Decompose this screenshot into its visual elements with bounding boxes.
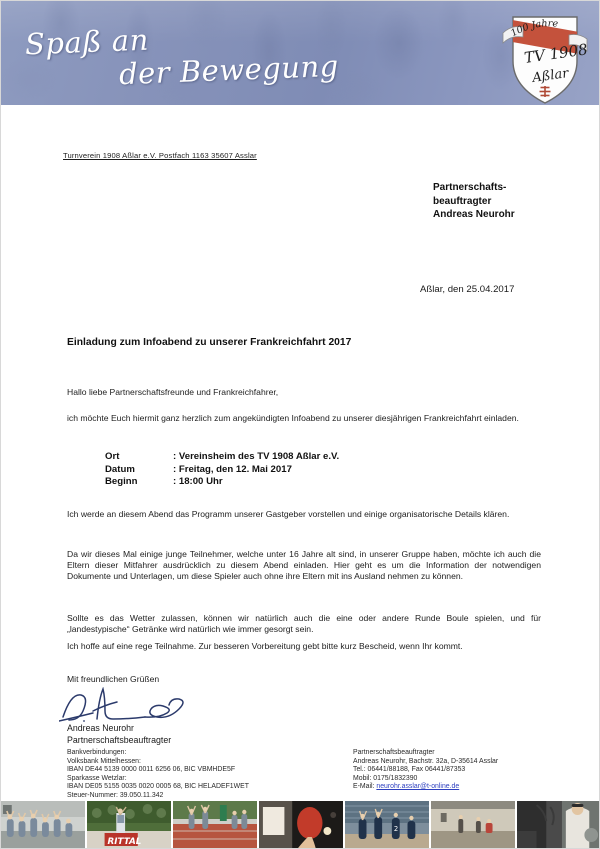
recipient-line-2: beauftragter xyxy=(433,195,492,207)
club-crest-logo xyxy=(499,3,591,105)
recipient-address-block xyxy=(433,181,515,222)
letter-date: Aßlar, den 25.04.2017 xyxy=(420,284,515,295)
salutation-text: Hallo liebe Partnerschaftsfreunde und Frankreichfahrer, xyxy=(67,387,279,397)
photo-strip xyxy=(1,801,600,848)
banner-slogan-line1: Spaß an xyxy=(24,22,150,62)
header-banner xyxy=(1,1,600,105)
table-row xyxy=(105,464,339,477)
recipient-line-3: Andreas Neurohr xyxy=(433,209,515,220)
attendance-paragraph: Ich hoffe auf eine rege Teilnahme. Zur besseren Vorbereitung gebt bitte kurz Bescheid, wenn Ihr kommt. xyxy=(67,641,463,651)
program-block xyxy=(67,509,541,520)
detail-label-datum: Datum xyxy=(105,463,135,475)
attendance-block xyxy=(67,641,541,652)
table-row xyxy=(105,451,339,464)
gymnastics-group-photo xyxy=(1,801,85,848)
detail-value-datum: : Freitag, den 12. Mai 2017 xyxy=(173,463,292,475)
footer-bank-volksbank: Volksbank Mittelhessen: xyxy=(67,757,141,765)
closing-block xyxy=(67,674,541,685)
footer-bank-sparkasse: Sparkasse Wetzlar: xyxy=(67,774,127,782)
event-details-table xyxy=(105,451,339,489)
intro-paragraph: ich möchte Euch hiermit ganz herzlich zum angekündigten Infoabend zu unserer diesjährigen Frankreichfahrt einladen. xyxy=(67,413,519,423)
detail-label-ort: Ort xyxy=(105,451,120,462)
banner-slogan-line2: der Bewegung xyxy=(118,48,340,92)
gymnasium-photo xyxy=(431,801,515,848)
intro-block xyxy=(67,413,541,424)
footer-contact-role: Partnerschaftsbeauftragter xyxy=(353,749,435,756)
footer-bank-heading: Bankverbindungen: xyxy=(67,749,127,756)
program-paragraph: Ich werde an diesem Abend das Programm unserer Gastgeber vorstellen und einige organisatorische Details klären. xyxy=(67,509,510,519)
footer-contact-details xyxy=(353,749,498,792)
footer-iban-volksbank: IBAN DE44 5139 0000 0011 6256 06, BIC VBMHDE5F xyxy=(67,766,236,774)
footer-email-label: E-Mail: xyxy=(353,783,377,791)
footer-iban-sparkasse: IBAN DE05 5155 0035 0020 0005 68, BIC HELADEF1WET xyxy=(67,783,249,791)
footer-tax-number: Steuer-Nummer: 39.050.11.342 xyxy=(67,791,164,799)
young-participants-block xyxy=(67,549,541,583)
detail-label-beginn: Beginn xyxy=(105,476,138,487)
fitness-training-photo xyxy=(517,801,600,848)
footer-email-link[interactable]: neurohr.asslar@t-online.de xyxy=(376,783,460,791)
svg-text:100 Jahre: 100 Jahre xyxy=(509,18,559,40)
salutation-block xyxy=(67,387,541,398)
signature-name-block xyxy=(67,723,171,746)
svg-text:TV 1908: TV 1908 xyxy=(523,40,589,67)
footer-contact-address: Andreas Neurohr, Bachstr. 32a, D-35614 Asslar xyxy=(353,757,499,765)
svg-text:RITTAL: RITTAL xyxy=(107,836,142,848)
footer-bank-details xyxy=(67,749,249,801)
athletics-track-photo xyxy=(173,801,257,848)
table-row xyxy=(105,476,339,489)
letter-subject: Einladung zum Infoabend zu unserer Frankreichfahrt 2017 xyxy=(67,337,352,348)
recipient-line-1: Partnerschafts- xyxy=(433,182,507,193)
closing-text: Mit freundlichen Grüßen xyxy=(67,674,160,684)
young-participants-paragraph: Da wir dieses Mal einige junge Teilnehmer, welche unter 16 Jahre alt sind, in unserer Gruppe haben, möchte ich auch die Eltern dieser Mitfahrer ausdrücklich zu diesem Abend einladen. Hier geht es um die Information der notwendigen Dokumente und Unterlagen, um diese Spieler auch ohne ihre Eltern mit ins Ausland nehmen zu können. xyxy=(67,549,541,582)
footer-contact-phone: Tel.: 06441/88188, Fax 06441/87353 xyxy=(353,766,466,774)
signatory-role: Partnerschaftsbeauftragter xyxy=(67,734,172,745)
signatory-name: Andreas Neurohr xyxy=(67,723,134,733)
volleyball-photo xyxy=(345,801,429,848)
footer-contact-email-row xyxy=(353,783,498,792)
sender-address-line: Turnverein 1908 Aßlar e.V. Postfach 1163 35607 Asslar xyxy=(63,151,257,160)
detail-value-beginn: : 18:00 Uhr xyxy=(173,476,223,487)
footer-contact-mobile: Mobil: 0175/1832390 xyxy=(353,774,418,782)
handball-team-rittal-photo xyxy=(87,801,171,848)
svg-text:2: 2 xyxy=(393,824,399,834)
weather-paragraph: Sollte es das Wetter zulassen, können wir natürlich auch die eine oder andere Runde Boule spielen, und für „landestypische“ Getränke wird natürlich wie immer gesorgt sein. xyxy=(67,613,541,635)
weather-block xyxy=(67,613,541,635)
detail-value-ort: : Vereinsheim des TV 1908 Aßlar e.V. xyxy=(173,451,340,462)
svg-text:Aßlar: Aßlar xyxy=(531,66,570,86)
table-tennis-photo xyxy=(259,801,343,848)
